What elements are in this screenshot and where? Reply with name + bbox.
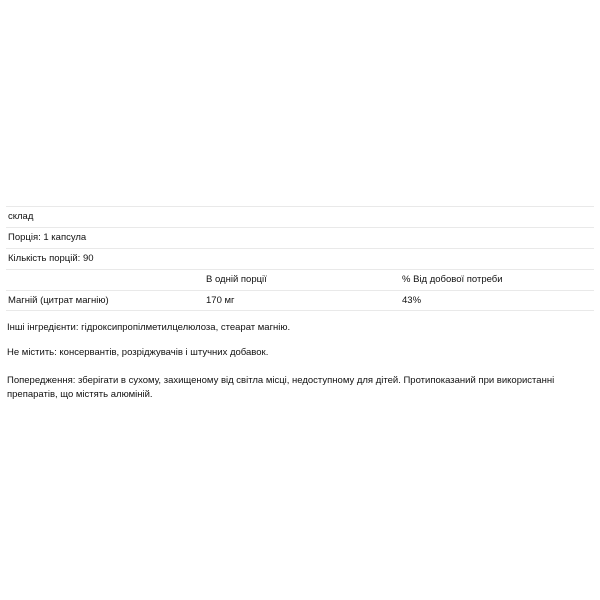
label-notes [7,321,593,413]
facts-heading-row [6,206,594,227]
other-ingredients: Інші інгредієнти: гідроксипропілметилцелюлоза, стеарат магнію. [7,322,291,333]
column-header-row [6,269,594,290]
supplement-facts-table [6,206,594,311]
serving-size-row [6,227,594,248]
free-of-statement: Не містить: консервантів, розріджувачів і штучних добавок. [7,347,269,358]
nutrient-amount: 170 мг [206,295,235,306]
servings-per-container-row [6,248,594,269]
serving-size: Порція: 1 капсула [8,232,87,243]
nutrient-row [6,290,594,311]
daily-value-column-header: % Від добової потреби [402,274,503,285]
facts-heading: склад [8,211,34,222]
amount-column-header: В одній порції [206,274,267,285]
servings-per-container: Кількість порцій: 90 [8,253,94,264]
warning-statement: Попередження: зберігати в сухому, захищеному від світла місці, недоступному для дітей. Протипоказаний при використанні препаратів, що містять алюміній. [7,375,555,400]
nutrient-daily-value: 43% [402,295,422,306]
nutrient-name: Магній (цитрат магнію) [8,295,109,306]
